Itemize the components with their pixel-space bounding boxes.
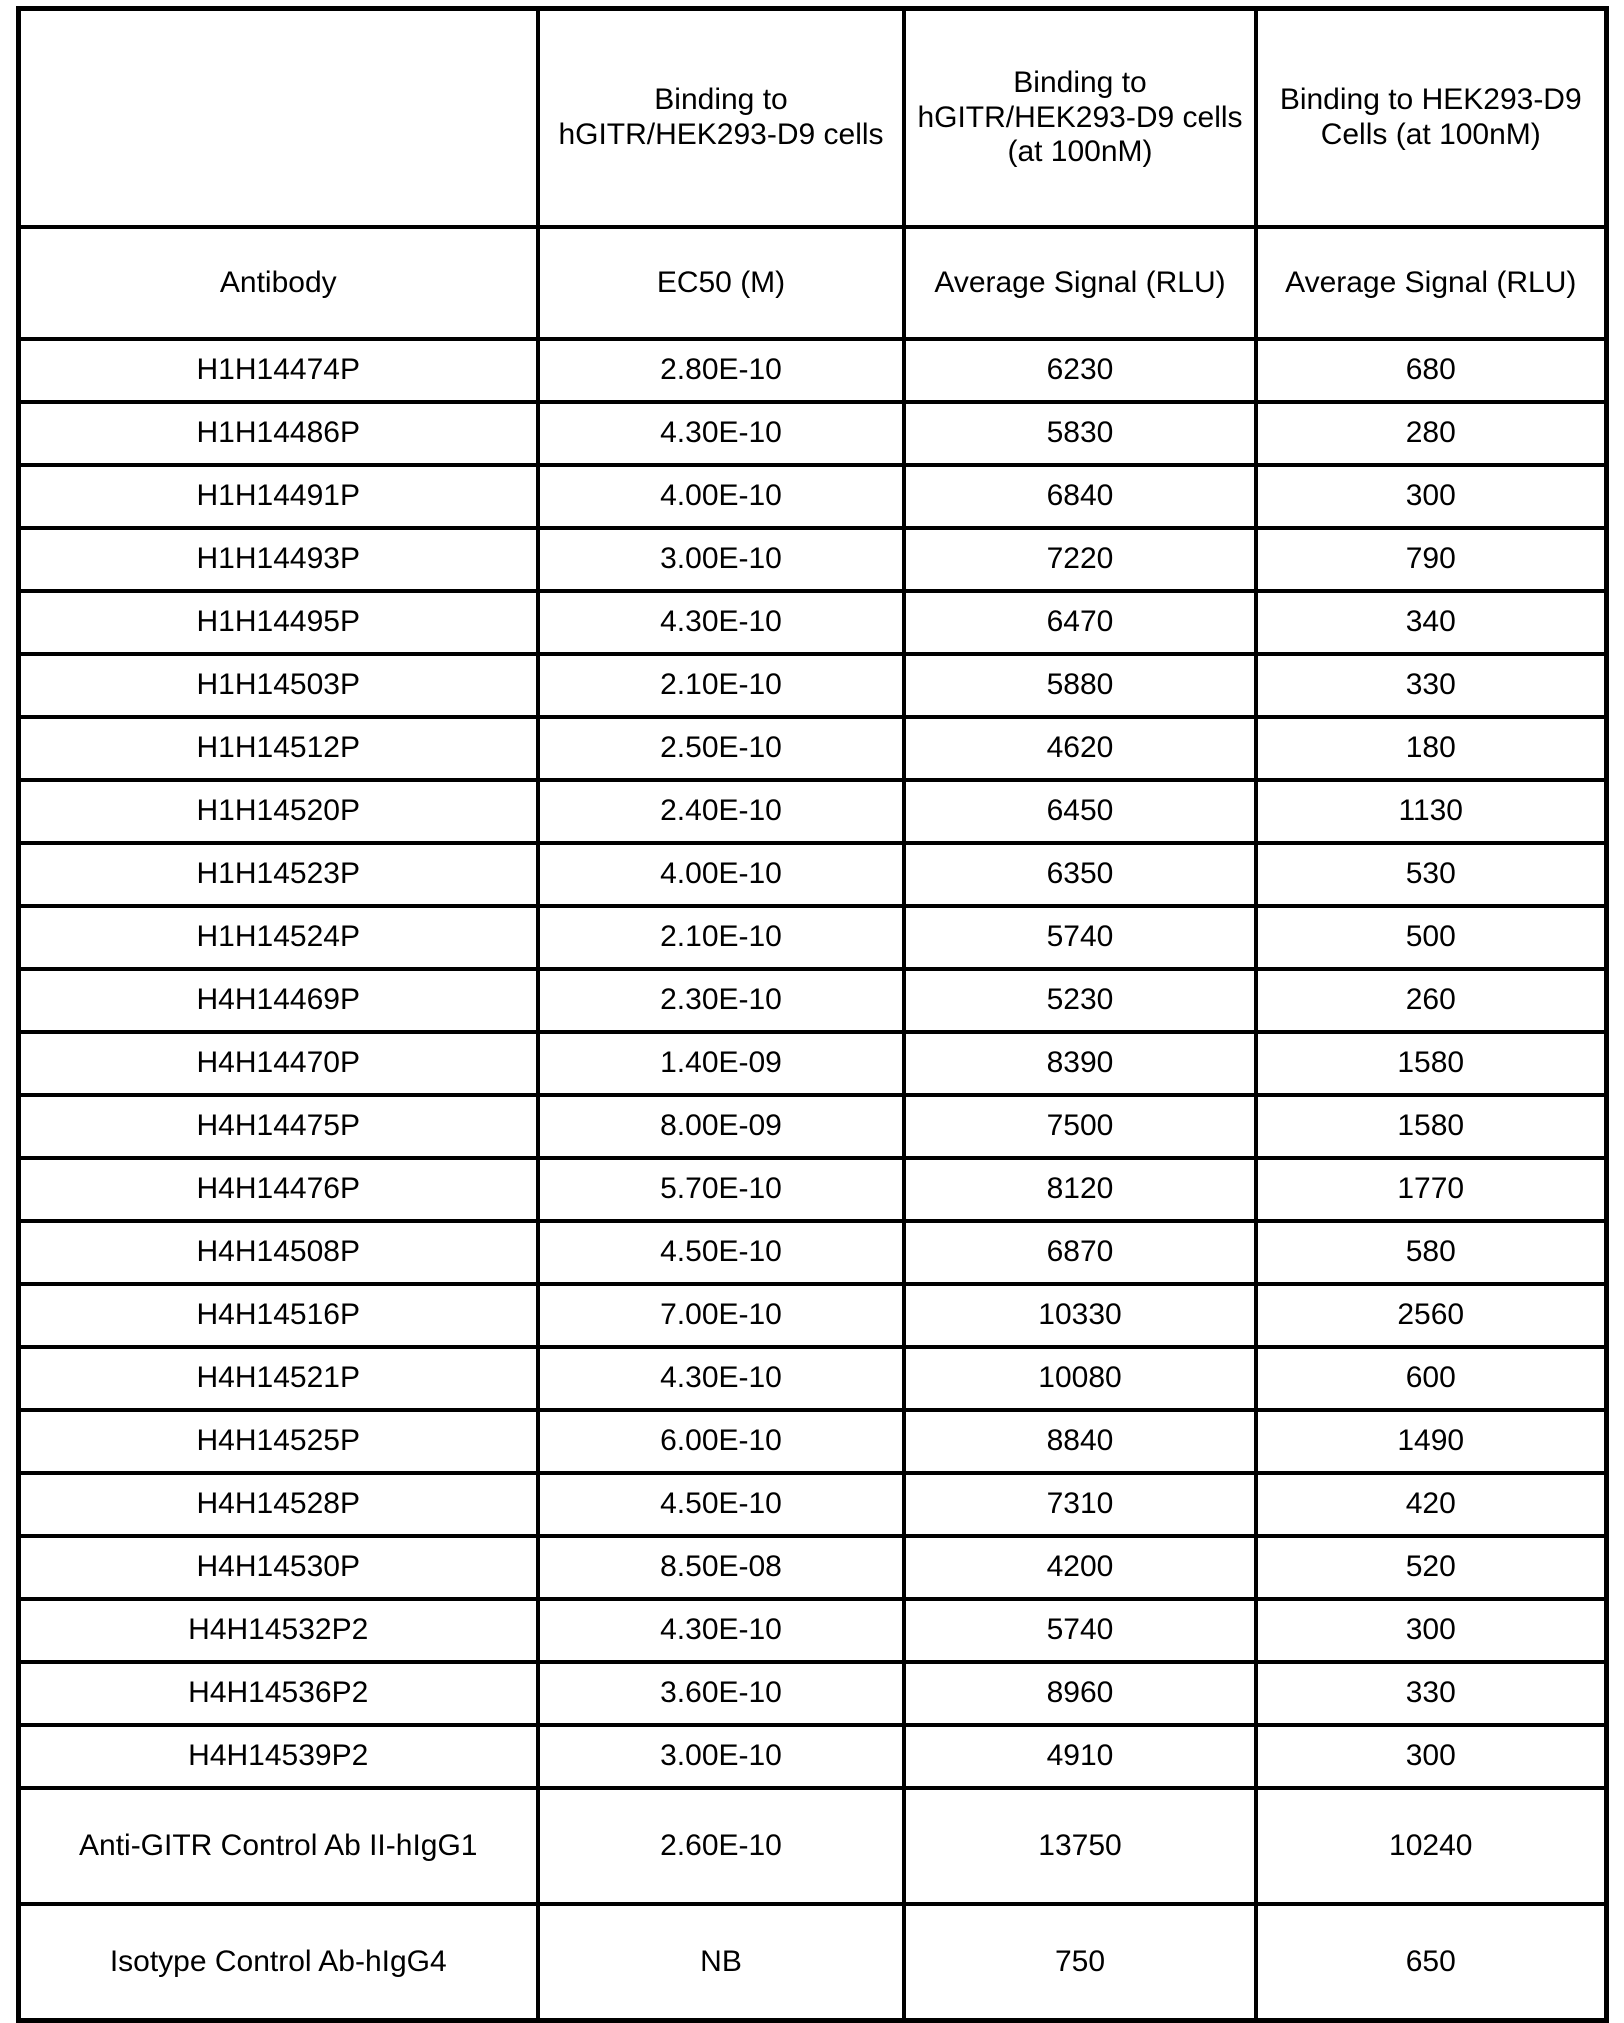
cell-antibody: H4H14516P xyxy=(18,1284,538,1347)
cell-antibody: H4H14476P xyxy=(18,1158,538,1221)
cell-antibody: H4H14536P2 xyxy=(18,1662,538,1725)
table-header-top-row xyxy=(18,9,1606,228)
cell-ec50: 4.30E-10 xyxy=(538,1599,904,1662)
table-row xyxy=(18,1599,1606,1662)
cell-signal-hgitr: 13750 xyxy=(904,1788,1256,1904)
cell-signal-hgitr: 5230 xyxy=(904,969,1256,1032)
table-row xyxy=(18,780,1606,843)
cell-antibody: H4H14470P xyxy=(18,1032,538,1095)
cell-antibody: Isotype Control Ab-hIgG4 xyxy=(18,1904,538,2021)
cell-ec50: 3.00E-10 xyxy=(538,1725,904,1788)
cell-signal-hek293: 300 xyxy=(1256,465,1606,528)
cell-signal-hgitr: 5880 xyxy=(904,654,1256,717)
cell-signal-hek293: 580 xyxy=(1256,1221,1606,1284)
cell-antibody: H1H14486P xyxy=(18,402,538,465)
cell-ec50: 4.30E-10 xyxy=(538,402,904,465)
table-row xyxy=(18,717,1606,780)
cell-signal-hgitr: 4910 xyxy=(904,1725,1256,1788)
table-row xyxy=(18,1536,1606,1599)
cell-ec50: 4.00E-10 xyxy=(538,843,904,906)
table-row xyxy=(18,402,1606,465)
cell-antibody: H1H14512P xyxy=(18,717,538,780)
cell-signal-hgitr: 6870 xyxy=(904,1221,1256,1284)
cell-signal-hgitr: 6350 xyxy=(904,843,1256,906)
table-row xyxy=(18,591,1606,654)
cell-signal-hgitr: 750 xyxy=(904,1904,1256,2021)
cell-signal-hgitr: 4200 xyxy=(904,1536,1256,1599)
cell-signal-hek293: 330 xyxy=(1256,654,1606,717)
cell-signal-hek293: 2560 xyxy=(1256,1284,1606,1347)
cell-signal-hgitr: 8120 xyxy=(904,1158,1256,1221)
cell-antibody: H4H14508P xyxy=(18,1221,538,1284)
cell-ec50: 7.00E-10 xyxy=(538,1284,904,1347)
cell-signal-hgitr: 6230 xyxy=(904,339,1256,402)
header-blank-cell xyxy=(18,9,538,228)
cell-antibody: H1H14524P xyxy=(18,906,538,969)
cell-signal-hek293: 520 xyxy=(1256,1536,1606,1599)
cell-signal-hgitr: 10080 xyxy=(904,1347,1256,1410)
cell-ec50: 4.30E-10 xyxy=(538,591,904,654)
header-binding-ec50: Binding to hGITR/HEK293-D9 cells xyxy=(538,9,904,228)
cell-signal-hgitr: 6450 xyxy=(904,780,1256,843)
cell-signal-hek293: 650 xyxy=(1256,1904,1606,2021)
table-row xyxy=(18,1410,1606,1473)
cell-signal-hek293: 680 xyxy=(1256,339,1606,402)
cell-ec50: 8.50E-08 xyxy=(538,1536,904,1599)
cell-ec50: 4.00E-10 xyxy=(538,465,904,528)
header-binding-hgitr-100nm: Binding to hGITR/HEK293-D9 cells (at 100nM) xyxy=(904,9,1256,228)
cell-signal-hgitr: 7500 xyxy=(904,1095,1256,1158)
cell-antibody: H1H14520P xyxy=(18,780,538,843)
table-row xyxy=(18,1158,1606,1221)
cell-antibody: H1H14523P xyxy=(18,843,538,906)
cell-antibody: H4H14539P2 xyxy=(18,1725,538,1788)
cell-signal-hek293: 530 xyxy=(1256,843,1606,906)
cell-antibody: H1H14493P xyxy=(18,528,538,591)
cell-ec50: 6.00E-10 xyxy=(538,1410,904,1473)
table-header xyxy=(18,9,1606,340)
header-average-signal-2: Average Signal (RLU) xyxy=(1256,227,1606,339)
cell-signal-hek293: 600 xyxy=(1256,1347,1606,1410)
cell-signal-hgitr: 5740 xyxy=(904,906,1256,969)
cell-antibody: H1H14491P xyxy=(18,465,538,528)
cell-ec50: NB xyxy=(538,1904,904,2021)
cell-signal-hek293: 260 xyxy=(1256,969,1606,1032)
table-row xyxy=(18,1473,1606,1536)
cell-signal-hgitr: 4620 xyxy=(904,717,1256,780)
cell-ec50: 4.50E-10 xyxy=(538,1221,904,1284)
cell-antibody: H4H14469P xyxy=(18,969,538,1032)
cell-antibody: H4H14521P xyxy=(18,1347,538,1410)
cell-signal-hgitr: 10330 xyxy=(904,1284,1256,1347)
table-row xyxy=(18,339,1606,402)
cell-signal-hgitr: 8960 xyxy=(904,1662,1256,1725)
table-row xyxy=(18,1284,1606,1347)
cell-ec50: 2.40E-10 xyxy=(538,780,904,843)
header-average-signal-1: Average Signal (RLU) xyxy=(904,227,1256,339)
header-antibody: Antibody xyxy=(18,227,538,339)
table-row xyxy=(18,1725,1606,1788)
cell-antibody: H1H14503P xyxy=(18,654,538,717)
cell-ec50: 3.00E-10 xyxy=(538,528,904,591)
cell-signal-hgitr: 7310 xyxy=(904,1473,1256,1536)
cell-signal-hgitr: 5740 xyxy=(904,1599,1256,1662)
table-row xyxy=(18,1032,1606,1095)
cell-signal-hek293: 300 xyxy=(1256,1599,1606,1662)
cell-antibody: H1H14474P xyxy=(18,339,538,402)
cell-ec50: 2.80E-10 xyxy=(538,339,904,402)
cell-signal-hek293: 1770 xyxy=(1256,1158,1606,1221)
table-row xyxy=(18,1221,1606,1284)
cell-ec50: 4.30E-10 xyxy=(538,1347,904,1410)
header-binding-hek293-100nm: Binding to HEK293-D9 Cells (at 100nM) xyxy=(1256,9,1606,228)
cell-signal-hek293: 1580 xyxy=(1256,1032,1606,1095)
cell-signal-hek293: 500 xyxy=(1256,906,1606,969)
table-row xyxy=(18,1347,1606,1410)
cell-ec50: 2.60E-10 xyxy=(538,1788,904,1904)
table-row xyxy=(18,528,1606,591)
header-ec50: EC50 (M) xyxy=(538,227,904,339)
antibody-binding-table xyxy=(16,6,1609,2023)
table-row xyxy=(18,1095,1606,1158)
table-row xyxy=(18,654,1606,717)
cell-ec50: 5.70E-10 xyxy=(538,1158,904,1221)
cell-ec50: 1.40E-09 xyxy=(538,1032,904,1095)
cell-ec50: 2.50E-10 xyxy=(538,717,904,780)
cell-signal-hek293: 10240 xyxy=(1256,1788,1606,1904)
cell-antibody: H4H14532P2 xyxy=(18,1599,538,1662)
cell-signal-hek293: 300 xyxy=(1256,1725,1606,1788)
cell-signal-hgitr: 6470 xyxy=(904,591,1256,654)
table-row xyxy=(18,843,1606,906)
table-row xyxy=(18,1904,1606,2021)
table-row xyxy=(18,1788,1606,1904)
cell-signal-hgitr: 7220 xyxy=(904,528,1256,591)
table-row xyxy=(18,1662,1606,1725)
cell-signal-hek293: 1130 xyxy=(1256,780,1606,843)
cell-signal-hek293: 180 xyxy=(1256,717,1606,780)
cell-signal-hek293: 790 xyxy=(1256,528,1606,591)
cell-ec50: 2.30E-10 xyxy=(538,969,904,1032)
cell-ec50: 3.60E-10 xyxy=(538,1662,904,1725)
table-row xyxy=(18,465,1606,528)
cell-signal-hgitr: 5830 xyxy=(904,402,1256,465)
cell-antibody: H4H14530P xyxy=(18,1536,538,1599)
cell-ec50: 4.50E-10 xyxy=(538,1473,904,1536)
cell-ec50: 2.10E-10 xyxy=(538,906,904,969)
cell-signal-hek293: 1490 xyxy=(1256,1410,1606,1473)
cell-antibody: H4H14528P xyxy=(18,1473,538,1536)
cell-antibody: Anti-GITR Control Ab II-hIgG1 xyxy=(18,1788,538,1904)
table-body xyxy=(18,339,1606,2021)
cell-ec50: 8.00E-09 xyxy=(538,1095,904,1158)
cell-antibody: H4H14475P xyxy=(18,1095,538,1158)
table-row xyxy=(18,906,1606,969)
cell-signal-hek293: 1580 xyxy=(1256,1095,1606,1158)
table-row xyxy=(18,969,1606,1032)
cell-signal-hek293: 420 xyxy=(1256,1473,1606,1536)
cell-signal-hek293: 280 xyxy=(1256,402,1606,465)
cell-signal-hek293: 340 xyxy=(1256,591,1606,654)
cell-ec50: 2.10E-10 xyxy=(538,654,904,717)
table-header-sub-row xyxy=(18,227,1606,339)
cell-signal-hek293: 330 xyxy=(1256,1662,1606,1725)
cell-signal-hgitr: 8840 xyxy=(904,1410,1256,1473)
cell-signal-hgitr: 6840 xyxy=(904,465,1256,528)
cell-antibody: H4H14525P xyxy=(18,1410,538,1473)
cell-signal-hgitr: 8390 xyxy=(904,1032,1256,1095)
cell-antibody: H1H14495P xyxy=(18,591,538,654)
